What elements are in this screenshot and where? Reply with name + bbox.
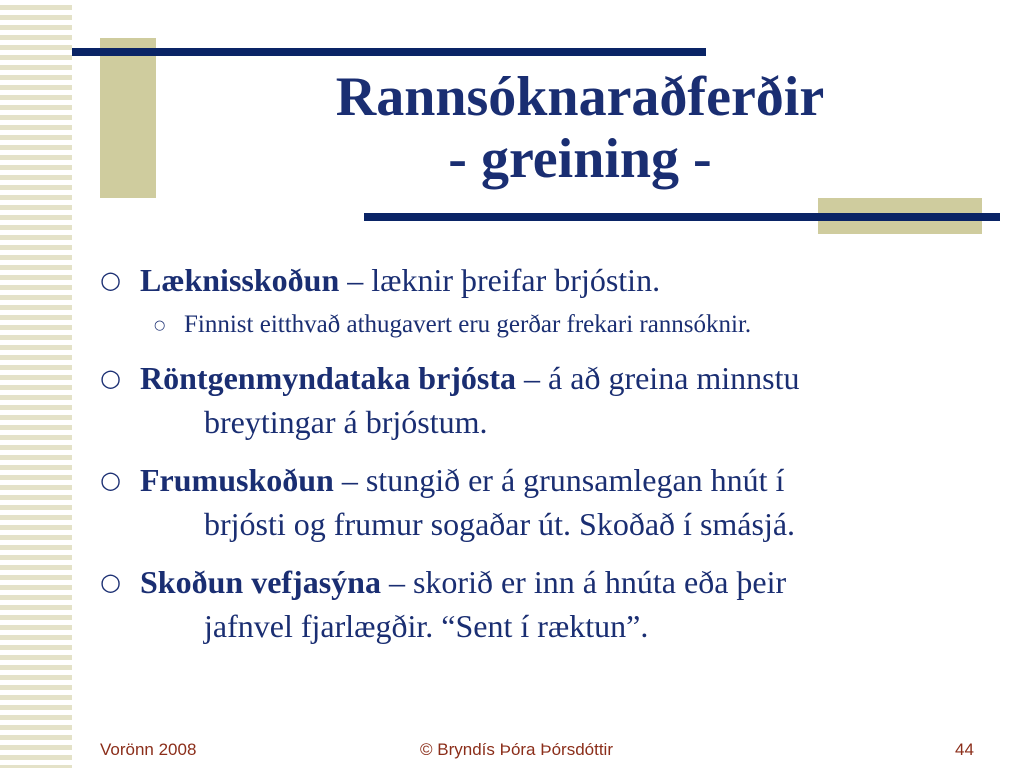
small-circle-bullet-icon: ○ — [154, 318, 166, 333]
footer-left-term: Vorönn 2008 — [100, 740, 197, 759]
bullet-text: – á að greina minnstu — [516, 360, 800, 396]
bullet-text: – læknir þreifar brjóstin. — [339, 262, 661, 298]
bullet-item — [100, 458, 1000, 546]
bullet-term: Röntgenmyndataka brjósta — [140, 360, 517, 396]
bullet-term: Læknisskoðun — [140, 262, 340, 298]
bullet-item — [100, 356, 1000, 444]
bullet-term: Skoðun vefjasýna — [140, 564, 381, 600]
title-line-1: Rannsóknaraðferðir — [335, 66, 825, 128]
bullet-list — [100, 258, 1000, 648]
bullet-continuation: brjósti og frumur sogaðar út. Skoðað í smásjá. — [204, 506, 796, 542]
decor-tan-block-top — [100, 38, 156, 198]
circle-bullet-icon: ○ — [100, 266, 121, 294]
slide-title — [160, 66, 1000, 190]
decor-navy-line-bottom — [364, 213, 1000, 221]
bullet-text: – stungið er á grunsamlegan hnút í — [333, 462, 785, 498]
sub-bullet-item — [100, 308, 1000, 342]
striped-left-band — [0, 0, 72, 768]
circle-bullet-icon: ○ — [100, 466, 121, 494]
decor-navy-line-top — [72, 48, 706, 56]
circle-bullet-icon: ○ — [100, 364, 121, 392]
bullet-continuation: breytingar á brjóstum. — [204, 404, 488, 440]
footer-author: © Bryndís Þóra Þórsdóttir — [420, 740, 613, 759]
bullet-continuation: jafnvel fjarlægðir. “Sent í ræktun”. — [204, 608, 649, 644]
title-line-2: - greining - — [448, 128, 712, 190]
footer-slide-number: 44 — [955, 740, 974, 759]
bullet-text: – skorið er inn á hnúta eða þeir — [380, 564, 787, 600]
bullet-item — [100, 258, 1000, 302]
sub-bullet-text: Finnist eitthvað athugavert eru gerðar frekari rannsóknir. — [184, 311, 752, 338]
bullet-term: Frumuskoðun — [140, 462, 334, 498]
bullet-item — [100, 560, 1000, 648]
circle-bullet-icon: ○ — [100, 568, 121, 596]
